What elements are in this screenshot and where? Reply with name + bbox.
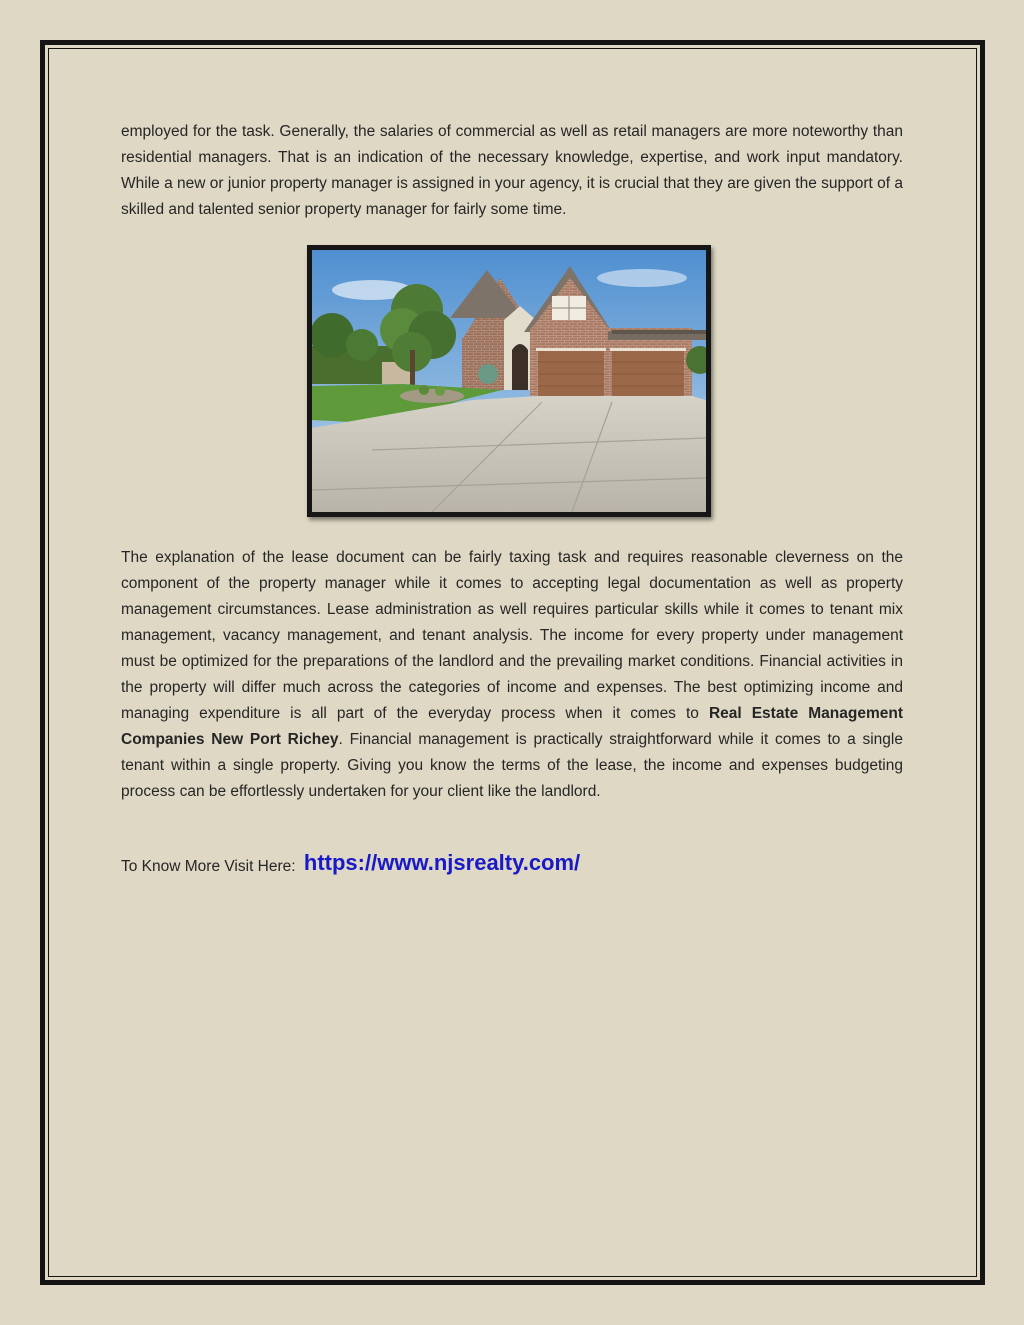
paragraph-2 [121, 545, 903, 805]
house-photo [307, 245, 711, 517]
paragraph-2-text-end: . Financial management is practically straightforward while it comes to a single tenant within a single property. Giving you know the terms of the lease, the income and expenses budgeting process can be effortlessly undertaken for your client like the landlord. [121, 731, 903, 800]
website-link[interactable]: https://www.njsrealty.com/ [303, 850, 581, 875]
paragraph-2-text-start: The explanation of the lease document can be fairly taxing task and requires reasonable cleverness on the component of the property manager while it comes to accepting legal documentation as well as property management circumstances. Lease administration as well requires particular skills while it comes to tenant mix management, vacancy management, and tenant analysis. The income for every property under management must be optimized for the preparations of the landlord and the prevailing market conditions. Financial activities in the property will differ much across the categories of income and expenses. The best optimizing income and managing expenditure is all part of the everyday process when it comes to [121, 549, 903, 722]
house-photo-image [312, 250, 706, 512]
paragraph-1: employed for the task. Generally, the salaries of commercial as well as retail managers are more noteworthy than residential managers. That is an indication of the necessary knowledge, expertise, and work input mandatory. While a new or junior property manager is assigned in your agency, it is crucial that they are given the support of a skilled and talented senior property manager for fairly some time. [121, 123, 904, 218]
visit-label: To Know More Visit Here: [121, 858, 296, 875]
visit-line [121, 850, 580, 876]
keyword-link-real-estate[interactable]: Real Estate Management Companies New Port Richey [121, 705, 904, 748]
